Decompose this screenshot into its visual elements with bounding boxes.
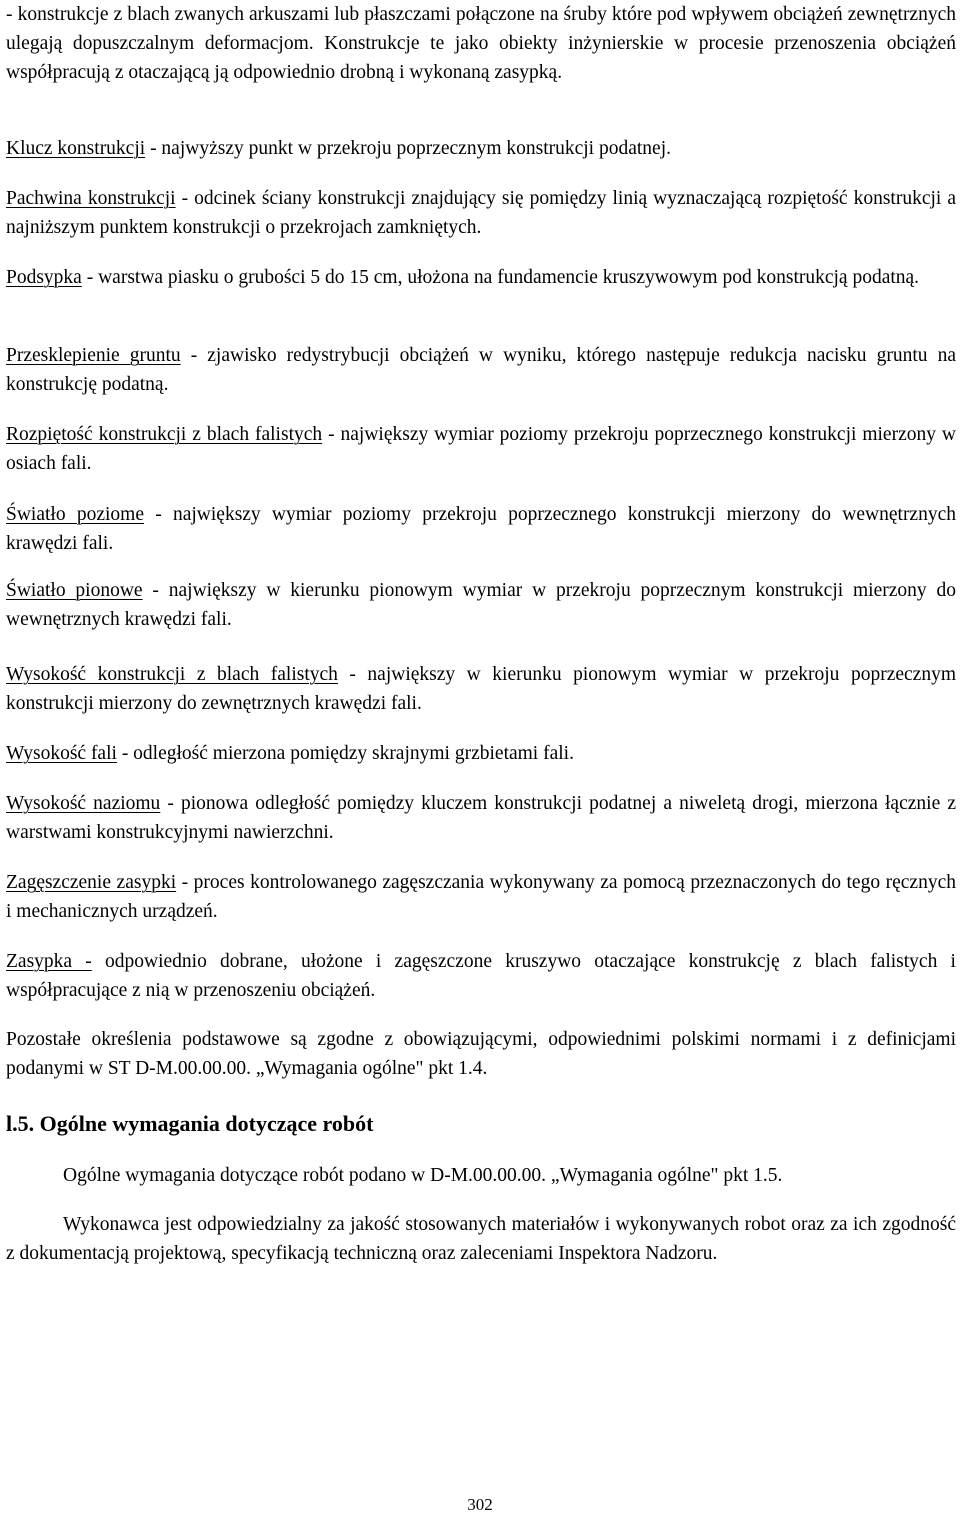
definition-text: - największy wymiar poziomy przekroju poprzecznego konstrukcji mierzony do wewnętrznych krawędzi fali. [6,504,956,554]
definition-przesklepienie [6,341,956,399]
definition-text: - najwyższy punkt w przekroju poprzecznym konstrukcji podatnej. [145,138,671,159]
definition-term: Wysokość fali [6,743,117,764]
definition-term: Wysokość konstrukcji z blach falistych [6,664,338,685]
section-paragraph-1 [6,1161,956,1190]
definition-text: odpowiednio dobrane, ułożone i zagęszczone kruszywo otaczające konstrukcję z blach falistych i współpracujące z nią w przenoszeniu obciążeń. [6,951,956,1001]
definition-term: Zasypka - [6,951,92,972]
section-heading: l.5. Ogólne wymagania dotyczące robót [6,1111,374,1136]
definition-text: - odcinek ściany konstrukcji znajdujący się pomiędzy linią wyznaczającą rozpiętość konstrukcji a najniższym punktem konstrukcji o przekrojach zamkniętych. [6,188,956,238]
definition-swiatlo-pionowe [6,576,956,634]
section-paragraph-1-text: Ogólne wymagania dotyczące robót podano w D-M.00.00.00. „Wymagania ogólne" pkt 1.5. [63,1165,783,1186]
definition-text: - odległość mierzona pomiędzy skrajnymi grzbietami fali. [116,743,574,764]
definition-wysokosc-konstrukcji [6,660,956,718]
definition-term: Zagęszczenie zasypki [6,872,177,893]
definition-text: - największy w kierunku pionowym wymiar w przekroju poprzecznym konstrukcji mierzony do zewnętrznych krawędzi fali. [6,664,956,714]
definition-term: Wysokość naziomu [6,793,161,814]
definition-podsypka [6,263,956,292]
definition-pachwina [6,184,956,242]
definition-term: Pachwina konstrukcji [6,188,176,209]
definition-term: Podsypka [6,267,82,288]
definition-zageszczenie [6,868,956,926]
closing-text: Pozostałe określenia podstawowe są zgodne z obowiązującymi, odpowiednimi polskimi normami i z definicjami podanymi w ST D-M.00.00.00. „Wymagania ogólne" pkt 1.4. [6,1029,956,1079]
definition-rozpietosc [6,420,956,478]
intro-text: - konstrukcje z blach zwanych arkuszami lub płaszczami połączone na śruby które pod wpływem obciążeń zewnętrznych ulegają dopuszczalnym deformacjom. Konstrukcje te jako obiekty inżynierskie w procesie przenoszenia obciążeń współpracują z otaczającą ją odpowiednio drobną i wykonaną zasypką. [6,4,956,83]
definition-term: Światło pionowe [6,580,143,601]
definition-wysokosc-naziomu [6,789,956,847]
definition-text: - pionowa odległość pomiędzy kluczem konstrukcji podatnej a niweletą drogi, mierzona łącznie z warstwami konstrukcyjnymi nawierzchni. [6,793,956,843]
page-number: 302 [467,1495,493,1514]
definition-text: - zjawisko redystrybucji obciążeń w wyniku, którego następuje redukcja nacisku gruntu na konstrukcję podatną. [6,345,956,395]
definition-term: Światło poziome [6,504,144,525]
definition-swiatlo-poziome [6,500,956,558]
definition-term: Przesklepienie gruntu [6,345,181,366]
closing-paragraph [6,1025,956,1083]
definition-text: - proces kontrolowanego zagęszczania wykonywany za pomocą przeznaczonych do tego ręcznych i mechanicznych urządzeń. [6,872,956,922]
definition-text: - największy wymiar poziomy przekroju poprzecznego konstrukcji mierzony w osiach fali. [6,424,956,474]
definition-text: - największy w kierunku pionowym wymiar w przekroju poprzecznym konstrukcji mierzony do wewnętrznych krawędzi fali. [6,580,956,630]
definition-wysokosc-fali [6,739,956,768]
definition-term: Rozpiętość konstrukcji z blach falistych [6,424,323,445]
intro-paragraph [6,0,956,87]
definition-zasypka [6,947,956,1005]
definition-klucz [6,134,956,163]
definition-term: Klucz konstrukcji [6,138,146,159]
definition-text: - warstwa piasku o grubości 5 do 15 cm, ułożona na fundamencie kruszywowym pod konstrukcją podatną. [81,267,920,288]
section-paragraph-2 [6,1210,956,1268]
section-paragraph-2-text: Wykonawca jest odpowiedzialny za jakość stosowanych materiałów i wykonywanych robot oraz za ich zgodność z dokumentacją projektową, specyfikacją techniczną oraz zaleceniami Inspektora Nadzoru. [6,1214,956,1264]
